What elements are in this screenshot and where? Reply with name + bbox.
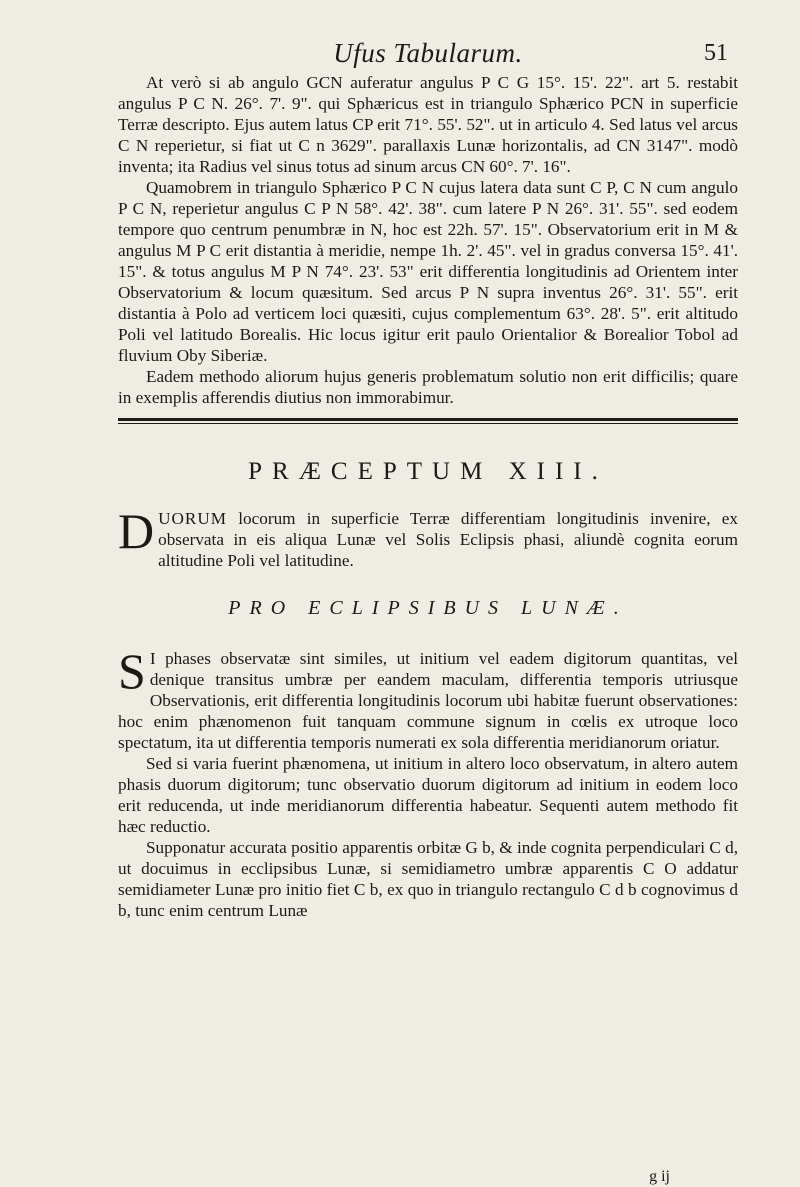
subsection-paragraph-2: Sed si varia fuerint phænomena, ut initium in altero loco observatum, in altero autem phasis duorum digitorum; tunc observatio duorum digitorum ad initium in eodem loco erit reducenda, ut inde meridianorum differentia habeatur. Sequenti autem methodo fit hæc reductio. — [118, 754, 738, 836]
subsection-paragraph-3: Supponatur accurata positio apparentis orbitæ G b, & inde cognita perpendiculari C d, ut docuimus in ecclipsibus Lunæ, si semidiametro umbræ apparentis C O addatur semidiameter Lunæ pro initio fiet C b, ex quo in triangulo rectangulo C d b cognovimus d b, tunc enim centrum Lunæ — [118, 838, 738, 920]
section-divider — [118, 418, 738, 424]
subsection-paragraph-1 — [118, 643, 738, 753]
paragraph-1: At verò si ab angulo GCN auferatur angulus P C G 15°. 15'. 22". art 5. restabit angulus P C N. 26°. 7'. 9". qui Sphæricus est in triangulo Sphærico PCN in superficie Terræ descripto. Ejus autem latus CP erit 71°. 55'. 52". ut in articulo 4. Sed latus vel arcus C N reperietur, si fiat ut C n 3629". parallaxis Lunæ horizontalis, ad CN 3147". modò inventa; ita Radius vel sinus totus ad sinum arcus CN 60°. 7'. 16". — [118, 73, 738, 176]
paragraph-3: Eadem methodo aliorum hujus generis problematum solutio non erit difficilis; quare in exemplis afferendis diutius non immorabimur. — [118, 367, 738, 407]
subsection-paragraph-1-text: I phases observatæ sint similes, ut initium vel eadem digitorum quantitas, vel denique transitus umbræ per eandem maculam, differentia temporis utriusque Observationis, erit differentia longitudinis locorum ubi habitæ fuerunt observationes: hoc enim phænomenon fuit tanquam commune signum in cœlis ex utroque loco spectatum, ita ut differentia temporis numerati ex sola differentia meridianorum oriatur. — [118, 649, 738, 752]
running-head — [118, 0, 738, 72]
signature-mark: g ij — [649, 1168, 670, 1185]
section-statement — [118, 503, 738, 571]
section-heading: PRÆCEPTUM XIII. — [248, 458, 608, 485]
subsection-heading: PRO ECLIPSIBUS LUNÆ. — [228, 597, 628, 619]
paragraph-2: Quamobrem in triangulo Sphærico P C N cujus latera data sunt C P, C N cum angulo P C N, reperietur angulus C P N 58°. 42'. 38". cum latere P N 26°. 31'. 55". sed eodem tempore quo centrum penumbræ in N, hoc est 22h. 57'. 15". Observatorium erit in M & angulus M P C erit distantia à meridie, nempe 1h. 2'. 45". vel in gradus conversa 15°. 41'. 15". & totus angulus M P N 74°. 23'. 53" erit differentia longitudinis ad Orientem inter Observatorium & locum quæsitum. Sed arcus P N supra inventus 26°. 31'. 55". erit distantia à Polo ad verticem loci quæsiti, cujus complementum 63°. 28'. 5". erit altitudo Poli vel latitudo Borealis. Hic locus igitur erit paulo Orientalior & Borealior Tobol ad fluvium Oby Siberiæ. — [118, 178, 738, 365]
running-title: Ufus Tabularum. — [333, 38, 523, 68]
divider-thick-rule — [118, 418, 738, 421]
dropcap-d: D — [118, 503, 155, 559]
page-number: 51 — [704, 40, 728, 66]
dropcap-s: S — [118, 643, 146, 699]
lead-word: UORUM — [158, 509, 228, 528]
divider-thin-rule — [118, 423, 738, 424]
section-statement-text: locorum in superficie Terræ differentiam longitudinis invenire, ex observata in eis aliqua Lunæ vel Solis Eclipsis phasi, aliundè cognita eorum altitudine Poli vel latitudine. — [158, 509, 738, 570]
subsection-body — [118, 643, 738, 921]
